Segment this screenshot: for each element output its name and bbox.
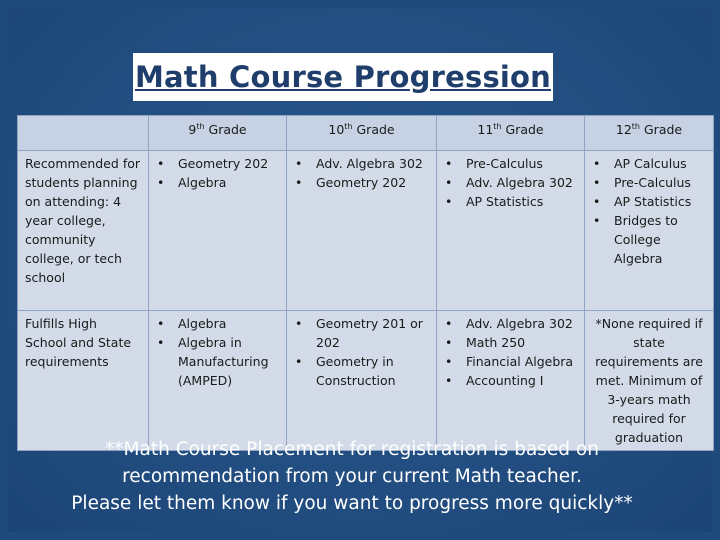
placement-note-line-2: recommendation from your current Math teacher. xyxy=(122,466,582,487)
course-item: • Financial Algebra xyxy=(443,352,578,371)
header-grade-10: 10th Grade xyxy=(287,116,437,151)
course-item: • AP Statistics xyxy=(443,192,578,211)
course-item: • Geometry 202 xyxy=(293,173,430,192)
placement-note-line-1: **Math Course Placement for registration is based on xyxy=(105,439,599,460)
header-row xyxy=(18,116,714,151)
cell-requirements-grade-12-note: *None required if state requirements are met. Minimum of 3-years math required for graduation xyxy=(585,311,714,451)
cell-requirements-grade-9 xyxy=(149,311,287,451)
row-label-requirements: Fulfills High School and State requirements xyxy=(18,311,149,451)
course-item: • Pre-Calculus xyxy=(591,173,707,192)
cell-requirements-grade-10 xyxy=(287,311,437,451)
table-row-requirements xyxy=(18,311,714,451)
course-item: • AP Statistics xyxy=(591,192,707,211)
header-grade-9: 9th Grade xyxy=(149,116,287,151)
course-item: • AP Calculus xyxy=(591,154,707,173)
course-item: • Geometry in Construction xyxy=(293,352,430,390)
course-item: • Algebra in Manufacturing (AMPED) xyxy=(155,333,280,390)
course-item: • Algebra xyxy=(155,173,280,192)
cell-recommended-grade-9 xyxy=(149,151,287,311)
header-grade-11: 11th Grade xyxy=(437,116,585,151)
cell-recommended-grade-11 xyxy=(437,151,585,311)
course-item: • Geometry 202 xyxy=(155,154,280,173)
cell-recommended-grade-10 xyxy=(287,151,437,311)
course-item: • Bridges to College Algebra xyxy=(591,211,707,268)
table-row-recommended xyxy=(18,151,714,311)
course-item: • Pre-Calculus xyxy=(443,154,578,173)
cell-requirements-grade-11 xyxy=(437,311,585,451)
header-grade-12: 12th Grade xyxy=(585,116,714,151)
course-table xyxy=(17,115,714,451)
course-item: • Math 250 xyxy=(443,333,578,352)
course-item: • Geometry 201 or 202 xyxy=(293,314,430,352)
header-corner xyxy=(18,116,149,151)
course-item: • Accounting I xyxy=(443,371,578,390)
row-label-recommended: Recommended for students planning on attending: 4 year college, community college, or tech school xyxy=(18,151,149,311)
placement-note-line-3: Please let them know if you want to progress more quickly** xyxy=(71,493,633,514)
course-item: • Adv. Algebra 302 xyxy=(443,314,578,333)
course-item: • Adv. Algebra 302 xyxy=(443,173,578,192)
cell-recommended-grade-12 xyxy=(585,151,714,311)
course-item: • Algebra xyxy=(155,314,280,333)
placement-note xyxy=(20,436,684,517)
page-title: Math Course Progression xyxy=(134,60,552,94)
course-item: • Adv. Algebra 302 xyxy=(293,154,430,173)
title-box xyxy=(133,53,553,101)
